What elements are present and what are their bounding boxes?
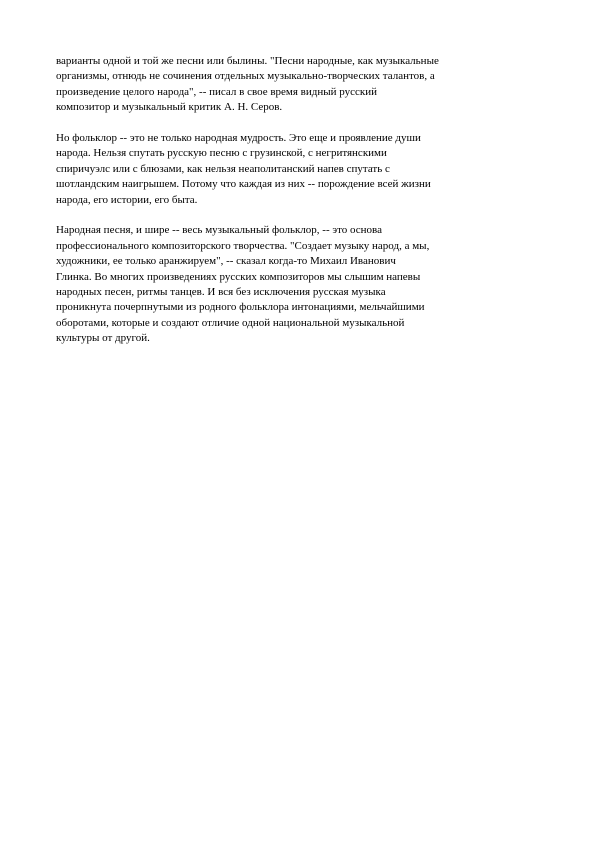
paragraph: Но фольклор -- это не только народная мудрость. Это еще и проявление души народа. Нельзя спутать русскую песню с грузинской, с негритянскими спиричуэлс или с блюзами, как нельзя неаполитанский напев спутать с шотландским наигрышем. Потому что каждая из них -- порождение всей жизни народа, его истории, его быта. — [56, 132, 431, 206]
paragraph: варианты одной и той же песни или былины. "Песни народные, как музыкальные организмы, отнюдь не сочинения отдельных музыкально-творческих талантов, а произведение целого народа", -- писал в свое время видный русский композитор и музыкальный критик А. Н. Серов. — [56, 55, 439, 114]
document-body — [56, 54, 476, 362]
paragraph: Народная песня, и шире -- весь музыкальный фольклор, -- это основа профессионального композиторского творчества. "Создает музыку народ, а мы, художники, ее только аранжируем", -- сказал когда-то Михаил Иванович Глинка. Во многих произведениях русских композиторов мы слышим напевы народных песен, ритмы танцев. И вся без исключения русская музыка проникнута почерпнутыми из родного фольклора интонациями, мельчайшими оборотами, которые и создают отличие одной национальной музыкальной культуры от другой. — [56, 224, 430, 345]
